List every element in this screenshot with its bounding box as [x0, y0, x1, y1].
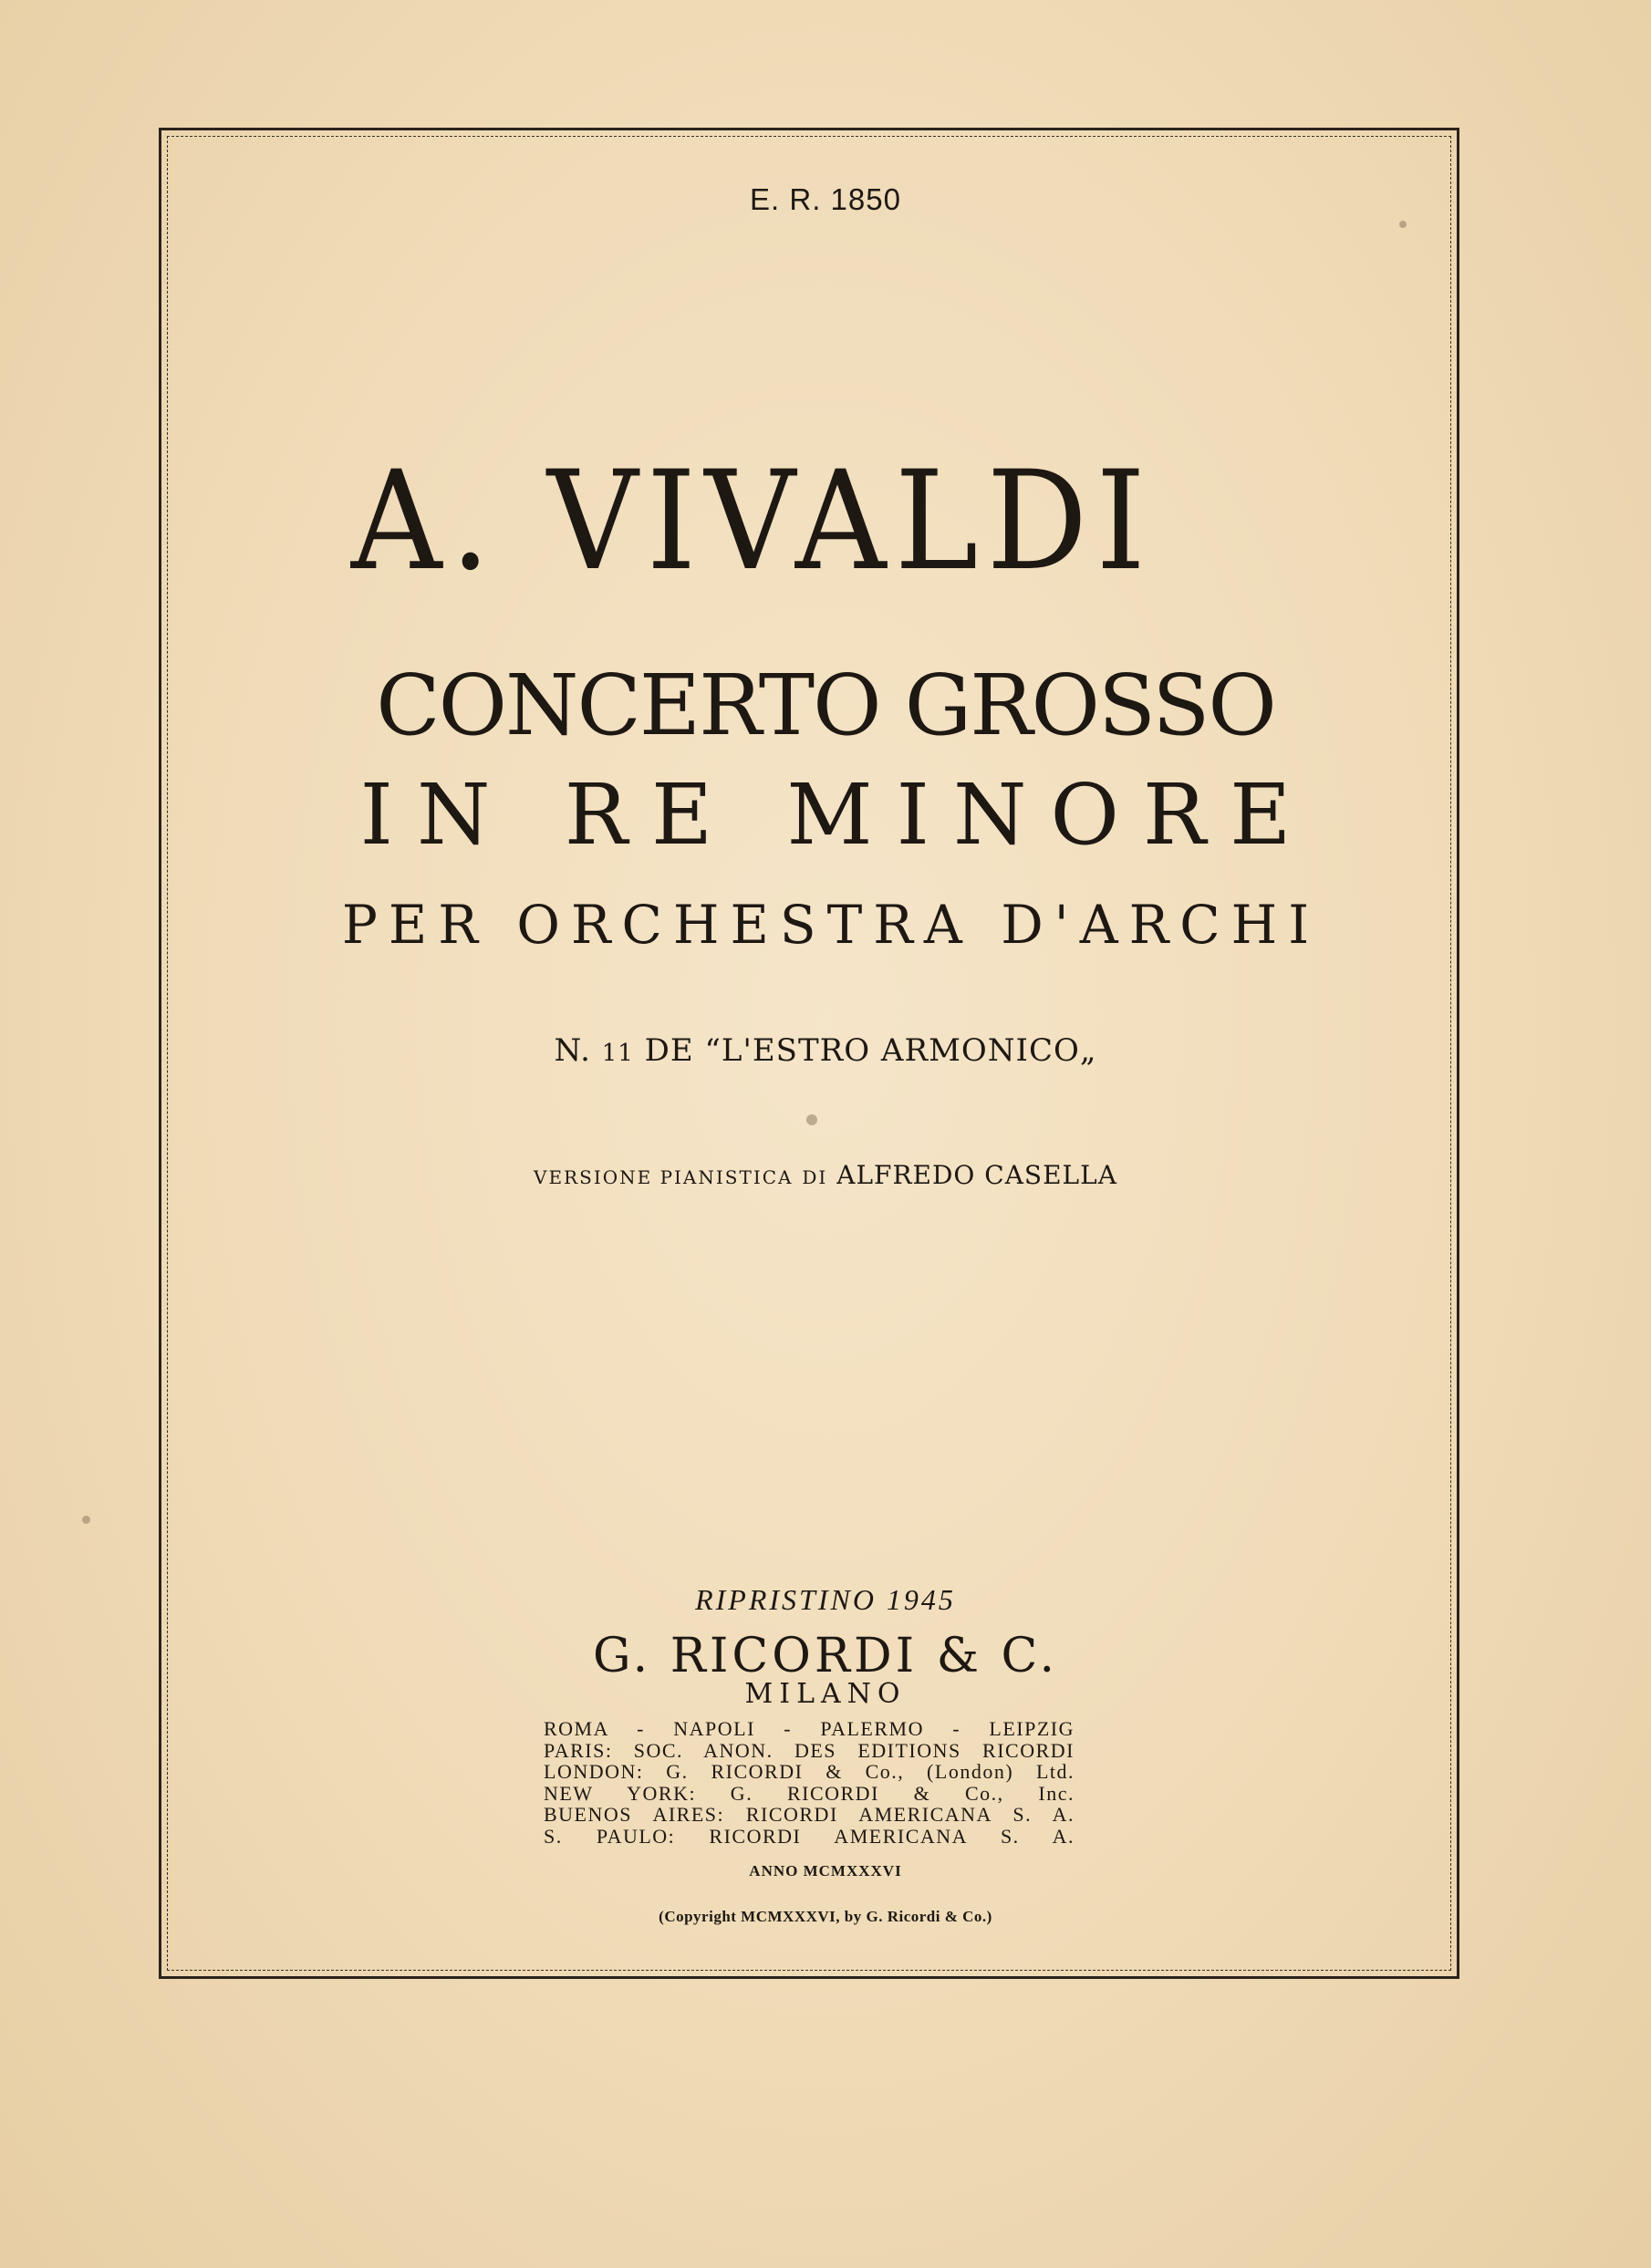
work-title-line2: IN RE MINORE: [359, 766, 1315, 864]
reprint-note: RIPRISTINO 1945: [695, 1583, 956, 1616]
branch-office-line: ROMA - NAPOLI - PALERMO - LEIPZIG: [544, 1717, 1075, 1740]
branch-offices-list: [544, 1718, 1075, 1847]
copyright-notice: (Copyright MCMXXXVI, by G. Ricordi & Co.): [659, 1908, 992, 1925]
paper-speck: [1399, 221, 1407, 228]
work-title-line1: CONCERTO GROSSO: [376, 657, 1275, 754]
paper-speck: [806, 1114, 817, 1125]
paper-speck: [82, 1516, 90, 1524]
version-di: DI: [802, 1166, 828, 1188]
branch-office-line: BUENOS AIRES: RICORDI AMERICANA S. A.: [544, 1803, 1075, 1826]
instrumentation-subtitle: PER ORCHESTRA D'ARCHI: [341, 894, 1321, 956]
version-label: VERSIONE PIANISTICA: [534, 1166, 794, 1188]
publisher-name: G. RICORDI & C.: [592, 1629, 1059, 1683]
branch-office-line: NEW YORK: G. RICORDI & Co., Inc.: [544, 1781, 1075, 1805]
opus-designation: [0, 1032, 1651, 1069]
catalog-number: E. R. 1850: [750, 182, 901, 216]
branch-office-line: LONDON: G. RICORDI & Co., (London) Ltd.: [544, 1760, 1075, 1783]
opus-prefix: N.: [554, 1032, 591, 1069]
branch-office-line: PARIS: SOC. ANON. DES EDITIONS RICORDI: [544, 1738, 1075, 1762]
opus-suffix: DE “L'ESTRO ARMONICO„: [644, 1032, 1097, 1069]
publication-year: ANNO MCMXXXVI: [749, 1862, 902, 1880]
publisher-city: MILANO: [744, 1678, 907, 1710]
arrangement-credit: [0, 1160, 1651, 1190]
branch-office-line: S. PAULO: RICORDI AMERICANA S. A.: [544, 1824, 1075, 1848]
composer-name: A. VIVALDI: [350, 442, 1155, 601]
arranger-name: ALFREDO CASELLA: [836, 1160, 1117, 1190]
opus-number: 11: [601, 1040, 634, 1067]
